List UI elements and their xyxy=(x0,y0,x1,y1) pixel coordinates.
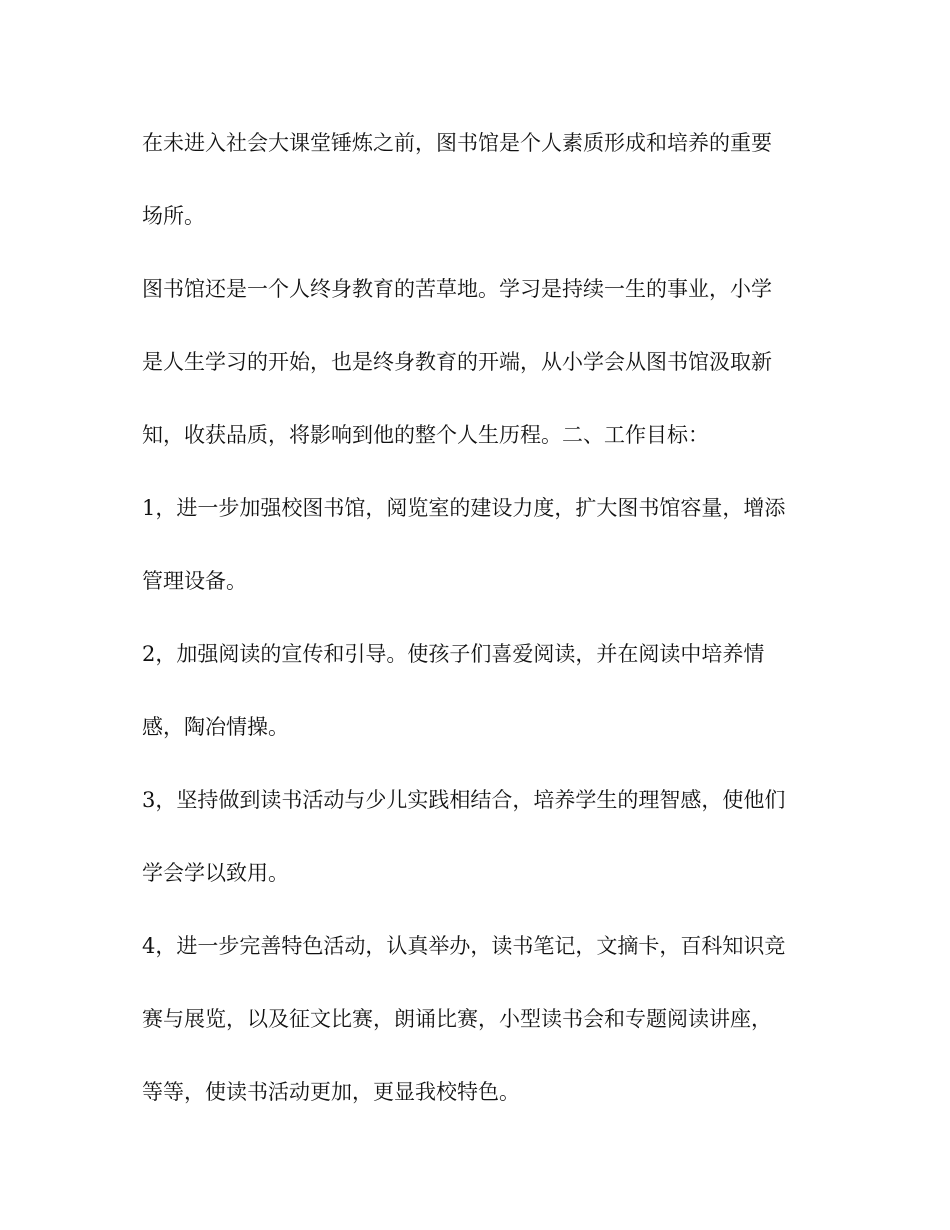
text-line: 是人生学习的开始，也是终身教育的开端，从小学会从图书馆汲取新 xyxy=(142,350,772,374)
text-line: 1，进一步加强校图书馆，阅览室的建设力度，扩大图书馆容量，增添 xyxy=(142,496,786,520)
text-line: 感，陶冶情操。 xyxy=(142,715,289,739)
text-line: 管理设备。 xyxy=(142,569,247,593)
text-line: 图书馆还是一个人终身教育的苦草地。学习是持续一生的事业，小学 xyxy=(142,277,772,301)
text-line: 学会学以致用。 xyxy=(142,861,289,885)
text-line: 3，坚持做到读书活动与少儿实践相结合，培养学生的理智感，使他们 xyxy=(142,788,786,812)
text-line: 赛与展览，以及征文比赛，朗诵比赛，小型读书会和专题阅读讲座， xyxy=(142,1007,772,1031)
text-line: 2，加强阅读的宣传和引导。使孩子们喜爱阅读，并在阅读中培养情 xyxy=(142,642,765,666)
text-line: 知，收获品质，将影响到他的整个人生历程。二、工作目标： xyxy=(142,423,709,447)
text-line: 等等，使读书活动更加，更显我校特色。 xyxy=(142,1080,520,1104)
text-line: 场所。 xyxy=(142,204,205,228)
text-line: 4，进一步完善特色活动，认真举办，读书笔记，文摘卡，百科知识竞 xyxy=(142,934,786,958)
text-line: 在未进入社会大课堂锤炼之前，图书馆是个人素质形成和培养的重要 xyxy=(142,131,772,155)
